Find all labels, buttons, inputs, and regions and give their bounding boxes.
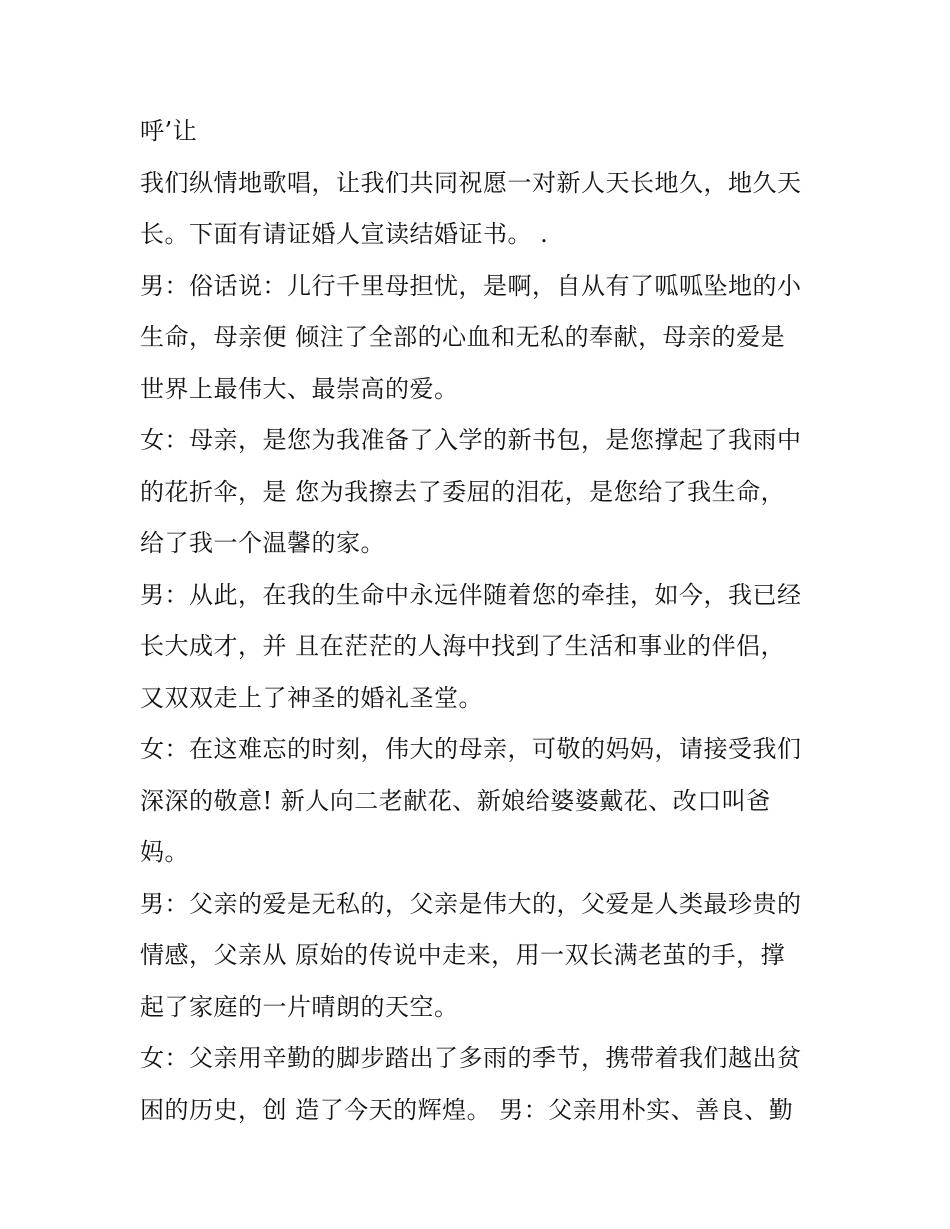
text-line: 妈。 (140, 838, 189, 866)
text-line: 长大成才，并 且在茫茫的人海中找到了生活和事业的伴侣， (140, 632, 786, 660)
text-line: 女：母亲，是您为我准备了入学的新书包，是您撑起了我雨中 (140, 426, 802, 454)
text-line: 世界上最伟大、最崇高的爱。 (140, 374, 459, 403)
text-line: 长。下面有请证婚人宣读结婚证书。 . (140, 220, 549, 248)
document-body (140, 108, 820, 1138)
text-line: 男：俗话说：儿行千里母担忧，是啊，自从有了呱呱坠地的小 (140, 271, 802, 300)
text-line: 又双双走上了神圣的婚礼圣堂。 (140, 683, 483, 712)
text-line: 女：在这难忘的时刻，伟大的母亲，可敬的妈妈，请接受我们 (140, 735, 802, 763)
text-line: 给了我一个温馨的家。 (140, 529, 385, 557)
text-line: 呼’让 (140, 117, 198, 145)
text-line: 起了家庭的一片晴朗的天空。 (140, 992, 459, 1021)
text-line: 的花折伞，是 您为我擦去了委屈的泪花，是您给了我生命， (140, 477, 786, 506)
text-line: 男：从此，在我的生命中永远伴随着您的牵挂，如今，我已经 (140, 580, 802, 609)
text-line: 女：父亲用辛勤的脚步踏出了多雨的季节，携带着我们越出贫 (140, 1044, 802, 1072)
text-line: 情感，父亲从 原始的传说中走来，用一双长满老茧的手，撑 (140, 941, 786, 969)
text-line: 困的历史，创 造了今天的辉煌。 男：父亲用朴实、善良、勤 (140, 1095, 794, 1124)
text-line: 深深的敬意! 新人向二老献花、新娘给婆婆戴花、改口叫爸 (140, 786, 771, 815)
text-line: 男：父亲的爱是无私的，父亲是伟大的，父爱是人类最珍贵的 (140, 889, 802, 918)
text-line: 我们纵情地歌唱，让我们共同祝愿一对新人天长地久，地久天 (140, 168, 802, 197)
text-line: 生命，母亲便 倾注了全部的心血和无私的奉献，母亲的爱是 (140, 323, 786, 351)
